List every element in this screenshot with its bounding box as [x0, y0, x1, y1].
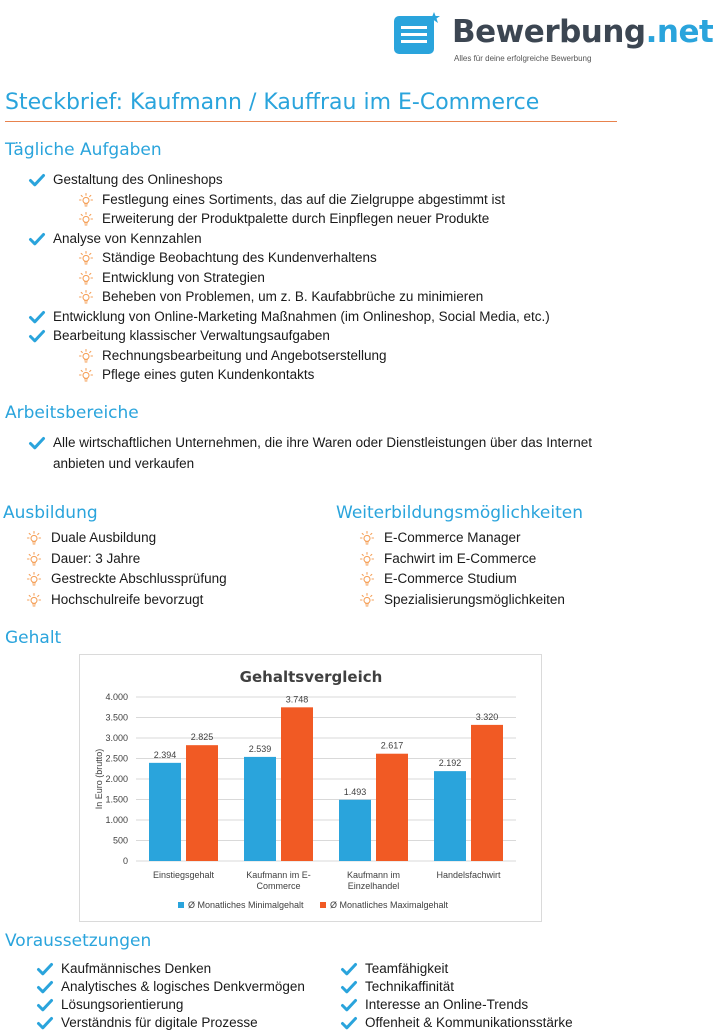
data-label: 2.192 [438, 758, 462, 769]
y-tick-label: 3.000 [105, 733, 128, 743]
lightbulb-icon [27, 552, 41, 566]
y-axis-label: In Euro (brutto) [94, 748, 104, 810]
check-icon [341, 962, 357, 976]
further-training-item: Fachwirt im E-Commerce [384, 550, 537, 566]
task-item: Gestaltung des Onlineshops [53, 172, 223, 187]
bar-minimum [244, 757, 276, 861]
salary-heading: Gehalt [5, 628, 62, 648]
y-tick-label: 2.000 [105, 774, 128, 784]
task-subitem: Beheben von Problemen, um z. B. Kaufabbrüche zu minimieren [102, 289, 484, 304]
page-title: Steckbrief: Kaufmann / Kauffrau im E-Commerce [5, 90, 540, 115]
data-label: 1.493 [343, 786, 367, 797]
check-icon [37, 1016, 53, 1030]
lightbulb-icon [79, 368, 93, 382]
data-label: 3.748 [285, 694, 309, 705]
task-item: Analyse von Kennzahlen [53, 230, 202, 246]
further-training-item: Spezialisierungsmöglichkeiten [384, 591, 565, 607]
data-label: 2.394 [153, 749, 177, 760]
requirement-item: Verständnis für digitale Prozesse [61, 1015, 258, 1030]
training-item: Dauer: 3 Jahre [51, 550, 141, 566]
further-training-item: E-Commerce Manager [384, 530, 521, 545]
further-training-item: E-Commerce Studium [384, 571, 517, 586]
y-tick-label: 3.500 [105, 712, 128, 723]
lightbulb-icon [27, 572, 41, 586]
lightbulb-icon [360, 593, 374, 607]
x-tick-label: Handelsfachwirt [436, 870, 501, 880]
chart-title: Gehaltsvergleich [239, 668, 383, 686]
check-icon [29, 310, 45, 324]
lightbulb-icon [79, 251, 93, 265]
task-subitem: Pflege eines guten Kundenkontakts [102, 367, 315, 382]
legend-label: Ø Monatliches Maximalgehalt [330, 900, 449, 910]
training-item: Gestreckte Abschlussprüfung [51, 571, 227, 586]
check-icon [341, 980, 357, 994]
task-subitem: Rechnungsbearbeitung und Angebotserstellung [102, 347, 387, 363]
requirement-item: Kaufmännisches Denken [61, 961, 212, 976]
title-divider [5, 121, 617, 122]
x-tick-label: Kaufmann im [346, 870, 401, 880]
training-item: Duale Ausbildung [51, 530, 157, 545]
task-subitem: Ständige Beobachtung des Kundenverhaltens [102, 250, 377, 265]
data-label: 2.617 [380, 740, 404, 751]
bar-minimum [149, 763, 181, 861]
x-tick-label: Commerce [256, 881, 301, 891]
work-areas-text: Alle wirtschaftlichen Unternehmen, die ihre Waren oder Dienstleistungen über das Internet anbieten und verkaufen [53, 435, 593, 471]
lightbulb-icon [79, 349, 93, 363]
lightbulb-icon [79, 193, 93, 207]
check-icon [29, 232, 45, 246]
data-label: 2.539 [248, 743, 272, 754]
y-tick-label: 0 [122, 856, 128, 866]
logo [394, 4, 713, 66]
data-label: 2.825 [190, 732, 214, 743]
bar-maximum [376, 754, 408, 861]
bar-maximum [281, 707, 313, 861]
x-tick-label: Einzelhandel [347, 881, 400, 891]
bar-minimum [434, 771, 466, 861]
lightbulb-icon [360, 552, 374, 566]
lightbulb-icon [79, 271, 93, 285]
requirements-heading: Voraussetzungen [5, 931, 152, 951]
brand-name: Bewerbung.net [452, 14, 713, 50]
y-tick-label: 4.000 [105, 692, 128, 702]
brand-tagline: Alles für deine erfolgreiche Bewerbung [454, 54, 592, 63]
y-tick-label: 500 [112, 835, 128, 846]
task-item: Bearbeitung klassischer Verwaltungsaufgaben [53, 328, 330, 343]
document-logo-icon [394, 12, 440, 58]
check-icon [341, 1016, 357, 1030]
requirement-item: Offenheit & Kommunikationsstärke [365, 1015, 573, 1030]
task-item: Entwicklung von Online-Marketing Maßnahmen (im Onlineshop, Social Media, etc.) [53, 308, 550, 324]
requirement-item: Teamfähigkeit [365, 961, 449, 976]
y-tick-label: 1.500 [105, 794, 128, 805]
bar-minimum [339, 800, 371, 861]
salary-bar-chart [80, 655, 543, 923]
bar-maximum [471, 725, 503, 861]
requirement-item: Technikaffinität [365, 979, 455, 994]
y-tick-label: 2.500 [105, 753, 128, 764]
daily-tasks-heading: Tägliche Aufgaben [5, 140, 162, 160]
check-icon [37, 962, 53, 976]
training-heading: Ausbildung [3, 503, 98, 523]
bar-maximum [186, 745, 218, 861]
check-icon [341, 998, 357, 1012]
task-subitem: Festlegung eines Sortiments, das auf die Zielgruppe abgestimmt ist [102, 191, 505, 207]
check-icon [37, 980, 53, 994]
check-icon [29, 329, 45, 343]
check-icon [29, 436, 45, 450]
y-tick-label: 1.000 [105, 815, 128, 825]
salary-chart [79, 654, 542, 922]
task-subitem: Erweiterung der Produktpalette durch Einpflegen neuer Produkte [102, 211, 490, 226]
lightbulb-icon [79, 290, 93, 304]
x-tick-label: Kaufmann im E- [246, 870, 311, 880]
further-training-heading: Weiterbildungsmöglichkeiten [336, 503, 583, 523]
training-item: Hochschulreife bevorzugt [51, 591, 204, 607]
work-areas-heading: Arbeitsbereiche [5, 403, 139, 423]
lightbulb-icon [79, 212, 93, 226]
lightbulb-icon [27, 593, 41, 607]
requirement-item: Lösungsorientierung [61, 997, 184, 1012]
legend-label: Ø Monatliches Minimalgehalt [188, 900, 304, 910]
check-icon [29, 173, 45, 187]
requirement-item: Analytisches & logisches Denkvermögen [61, 979, 305, 994]
x-tick-label: Einstiegsgehalt [152, 870, 215, 880]
legend-swatch [320, 902, 326, 908]
lightbulb-icon [360, 531, 374, 545]
task-subitem: Entwicklung von Strategien [102, 269, 265, 285]
legend-swatch [178, 902, 184, 908]
check-icon [37, 998, 53, 1012]
data-label: 3.320 [475, 711, 499, 722]
requirement-item: Interesse an Online-Trends [365, 997, 529, 1012]
lightbulb-icon [27, 531, 41, 545]
lightbulb-icon [360, 572, 374, 586]
